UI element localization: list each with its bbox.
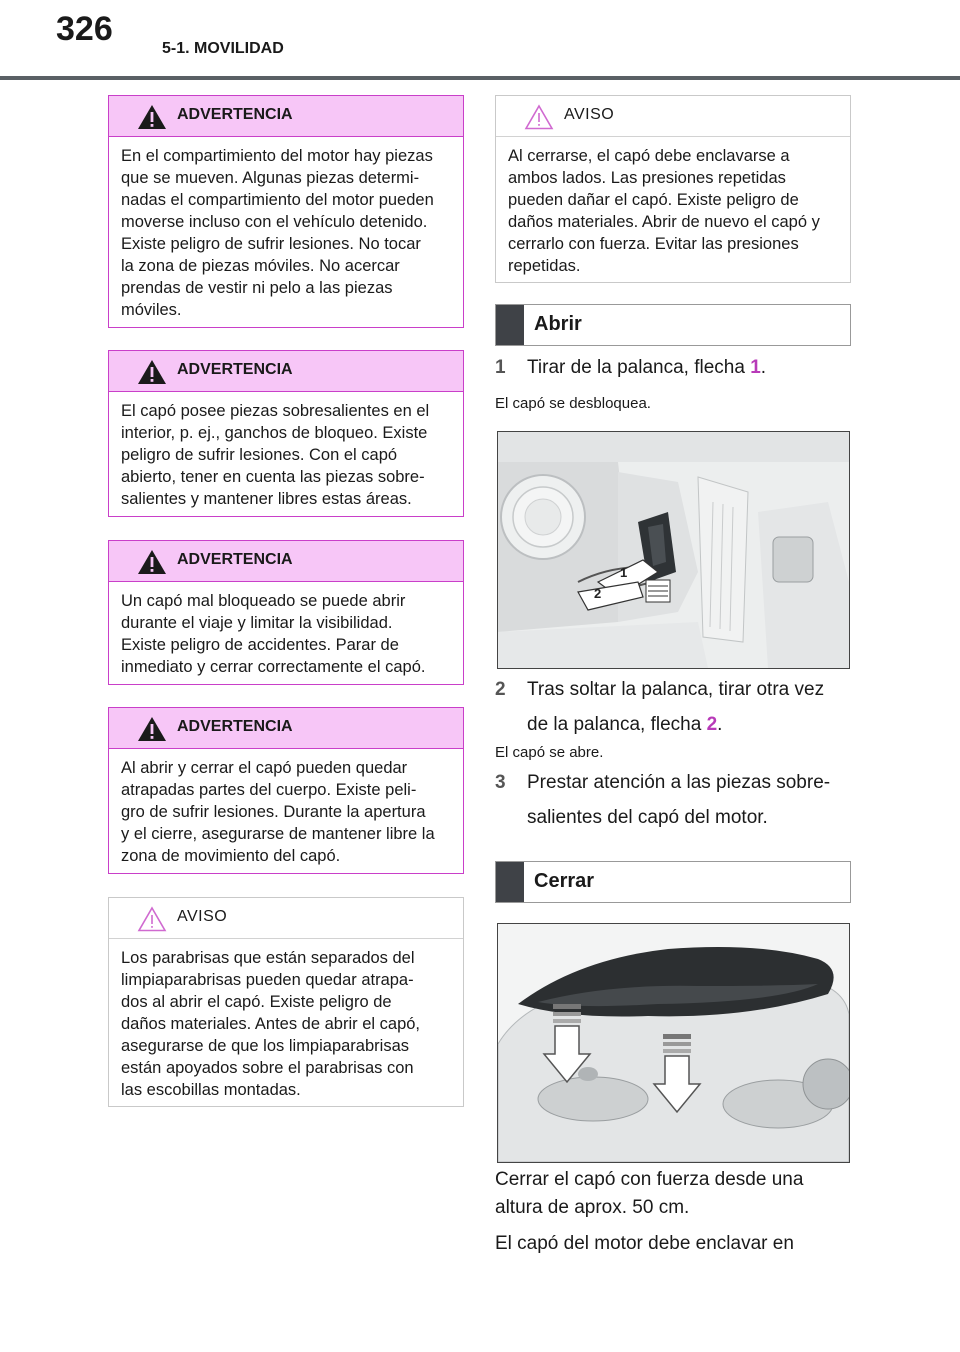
hood-illustration bbox=[498, 924, 849, 1162]
text-line: moverse incluso con el vehículo detenido. bbox=[121, 213, 428, 231]
text-line: limpiaparabrisas pueden quedar atrapa- bbox=[121, 971, 414, 989]
caution-outline-triangle-icon bbox=[137, 906, 167, 932]
notice-body bbox=[496, 137, 850, 287]
header-rule bbox=[0, 76, 960, 80]
figure-label-2: 2 bbox=[594, 586, 602, 601]
text-line: El capó del motor debe enclavar en bbox=[495, 1233, 794, 1254]
notice-header bbox=[496, 96, 850, 137]
text-line: Cerrar el capó con fuerza desde una bbox=[495, 1169, 804, 1190]
text-line: pueden dañar el capó. Existe peligro de bbox=[508, 191, 799, 209]
heading-bar bbox=[496, 862, 524, 902]
warning-title: ADVERTENCIA bbox=[177, 718, 293, 735]
step-text: Tras soltar la palanca, tirar otra vez de la palanca, flecha 2. bbox=[527, 675, 857, 740]
text-line: interior, p. ej., ganchos de bloqueo. Existe bbox=[121, 424, 428, 442]
text-line: ambos lados. Las presiones repetidas bbox=[508, 169, 786, 187]
text-line: En el compartimiento del motor hay piezas bbox=[121, 147, 433, 165]
step-1-result: El capó se desbloquea. bbox=[495, 395, 651, 412]
notice-title: AVISO bbox=[177, 908, 228, 925]
step-text bbox=[527, 768, 857, 833]
warning-title: ADVERTENCIA bbox=[177, 551, 293, 568]
text-line: salientes del capó del motor. bbox=[527, 807, 768, 828]
notice-box-wipers bbox=[108, 897, 464, 1107]
warning-body bbox=[109, 582, 463, 688]
warning-box-trapping bbox=[108, 707, 464, 874]
section-heading-abrir bbox=[495, 304, 851, 346]
section-title: 5-1. MOVILIDAD bbox=[162, 40, 284, 57]
warning-triangle-icon bbox=[137, 359, 167, 385]
text-line: inmediato y cerrar correctamente el capó. bbox=[121, 658, 426, 676]
text-line: Al abrir y cerrar el capó pueden quedar bbox=[121, 759, 408, 777]
text-line: Los parabrisas que están separados del bbox=[121, 949, 415, 967]
warning-box-locking bbox=[108, 540, 464, 685]
text-line: atrapadas partes del cuerpo. Existe peli- bbox=[121, 781, 417, 799]
warning-body bbox=[109, 392, 463, 520]
step-number: 3 bbox=[495, 772, 506, 793]
text-line: Al cerrarse, el capó debe enclavarse a bbox=[508, 147, 790, 165]
warning-box-moving-parts bbox=[108, 95, 464, 328]
text-line: cerrarlo con fuerza. Evitar las presiones bbox=[508, 235, 799, 253]
text-line: que se mueven. Algunas piezas determi- bbox=[121, 169, 420, 187]
warning-box-protruding-parts bbox=[108, 350, 464, 517]
text-line: repetidas. bbox=[508, 257, 581, 275]
heading-text: Abrir bbox=[534, 313, 582, 335]
text-line: móviles. bbox=[121, 301, 182, 319]
text-line: altura de aprox. 50 cm. bbox=[495, 1197, 690, 1218]
text-line: la zona de piezas móviles. No acercar bbox=[121, 257, 400, 275]
text-line: las escobillas montadas. bbox=[121, 1081, 301, 1099]
text-line: daños materiales. Abrir de nuevo el capó y bbox=[508, 213, 820, 231]
warning-triangle-icon bbox=[137, 549, 167, 575]
section-heading-cerrar bbox=[495, 861, 851, 903]
notice-body bbox=[109, 939, 463, 1111]
text-line: El capó posee piezas sobresalientes en el bbox=[121, 402, 430, 420]
notice-header bbox=[109, 898, 463, 939]
warning-header bbox=[109, 708, 463, 749]
notice-box-latching bbox=[495, 95, 851, 283]
figure-closing-hood bbox=[497, 923, 850, 1163]
arrow-reference: 2 bbox=[706, 714, 718, 735]
text-line: asegurarse de que los limpiaparabrisas bbox=[121, 1037, 409, 1055]
warning-header bbox=[109, 351, 463, 392]
text-line: Tras soltar la palanca, tirar otra vez bbox=[527, 679, 825, 700]
warning-triangle-icon bbox=[137, 104, 167, 130]
text-line: peligro de sufrir lesiones. Con el capó bbox=[121, 446, 398, 464]
text-line: gro de sufrir lesiones. Durante la apertura bbox=[121, 803, 426, 821]
warning-body bbox=[109, 749, 463, 877]
notice-title: AVISO bbox=[564, 106, 615, 123]
warning-body bbox=[109, 137, 463, 331]
warning-header bbox=[109, 541, 463, 582]
step-2-result: El capó se abre. bbox=[495, 744, 604, 761]
text-line: Existe peligro de accidentes. Parar de bbox=[121, 636, 399, 654]
figure-label-1: 1 bbox=[620, 565, 628, 580]
step-number: 1 bbox=[495, 357, 506, 378]
text-line: Un capó mal bloqueado se puede abrir bbox=[121, 592, 406, 610]
step-number: 2 bbox=[495, 679, 506, 700]
page-number: 326 bbox=[56, 10, 113, 48]
text-line: daños materiales. Antes de abrir el capó, bbox=[121, 1015, 421, 1033]
caution-outline-triangle-icon bbox=[524, 104, 554, 130]
text-line: Existe peligro de sufrir lesiones. No tocar bbox=[121, 235, 421, 253]
text-line: dos al abrir el capó. Existe peligro de bbox=[121, 993, 392, 1011]
warning-triangle-icon bbox=[137, 716, 167, 742]
text-line: están apoyados sobre el parabrisas con bbox=[121, 1059, 414, 1077]
warning-title: ADVERTENCIA bbox=[177, 106, 293, 123]
heading-bar bbox=[496, 305, 524, 345]
step-text: Tirar de la palanca, flecha 1. bbox=[527, 357, 767, 378]
closing-instructions bbox=[495, 1166, 855, 1258]
text-line: Prestar atención a las piezas sobre- bbox=[527, 772, 831, 793]
warning-title: ADVERTENCIA bbox=[177, 361, 293, 378]
text-line: abierto, tener en cuenta las piezas sobre- bbox=[121, 468, 425, 486]
text-line: zona de movimiento del capó. bbox=[121, 847, 341, 865]
heading-text: Cerrar bbox=[534, 870, 595, 892]
text-line: nadas el compartimiento del motor pueden bbox=[121, 191, 434, 209]
figure-hood-release-lever bbox=[497, 431, 850, 669]
text-line: durante el viaje y limitar la visibilidad. bbox=[121, 614, 393, 632]
text-line: prendas de vestir ni pelo a las piezas bbox=[121, 279, 393, 297]
arrow-reference: 1 bbox=[750, 357, 761, 378]
warning-header bbox=[109, 96, 463, 137]
text-line: salientes y mantener libres estas áreas. bbox=[121, 490, 412, 508]
text-line: y el cierre, asegurarse de mantener libre la bbox=[121, 825, 435, 843]
lever-illustration bbox=[498, 432, 849, 668]
